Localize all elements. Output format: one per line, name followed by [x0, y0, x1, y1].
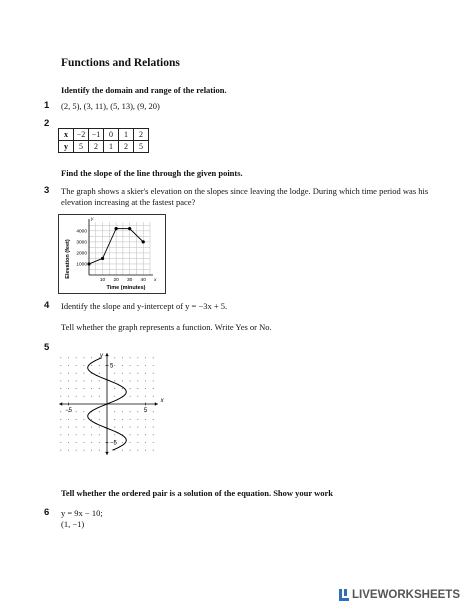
question-4-text: Identify the slope and y-intercept of y = −3x + 5. — [61, 301, 228, 311]
x-axis-arrow — [59, 402, 62, 406]
relation-table — [58, 128, 149, 153]
table-cell: −1 — [89, 129, 104, 141]
data-point — [87, 262, 90, 265]
grid-dot — [99, 411, 100, 412]
grid-dot — [145, 442, 146, 443]
grid-dot — [153, 442, 154, 443]
grid-dot — [68, 388, 69, 389]
grid-dot — [122, 365, 123, 366]
grid-dot — [91, 380, 92, 381]
grid-dot — [99, 427, 100, 428]
grid-dot — [130, 357, 131, 358]
grid-dot — [145, 373, 146, 374]
y-axis-letter: y — [100, 353, 103, 360]
grid-dot — [145, 388, 146, 389]
grid-dot — [153, 450, 154, 451]
grid-dot — [83, 419, 84, 420]
grid-dot — [114, 373, 115, 374]
grid-dot — [114, 419, 115, 420]
data-point — [115, 227, 118, 230]
y-tick-label: 1000 — [76, 262, 87, 268]
grid-dot — [122, 411, 123, 412]
grid-dot — [137, 380, 138, 381]
grid-dot — [130, 380, 131, 381]
y-tick-label: 2000 — [76, 251, 87, 257]
x-axis-arrow — [155, 402, 158, 406]
grid-dot — [122, 442, 123, 443]
grid-dot — [91, 427, 92, 428]
grid-dot — [153, 434, 154, 435]
brand-text: LIVEWORKSHEETS — [352, 589, 460, 601]
grid-dot — [83, 373, 84, 374]
graph-axes — [59, 353, 158, 455]
grid-dot — [83, 388, 84, 389]
grid-dot — [76, 419, 77, 420]
grid-dot — [76, 380, 77, 381]
grid-dot — [114, 396, 115, 397]
grid-dot — [91, 396, 92, 397]
question-number-3: 3 — [44, 185, 50, 196]
grid-dot — [60, 388, 61, 389]
grid-dot — [122, 357, 123, 358]
grid-dot — [60, 357, 61, 358]
grid-dot — [68, 450, 69, 451]
x-axis-letter: x — [160, 398, 164, 404]
table-cell: 2 — [134, 129, 149, 141]
grid-dot — [76, 365, 77, 366]
question-number-2: 2 — [44, 118, 50, 129]
grid-dot — [153, 357, 154, 358]
question-number-5: 5 — [44, 342, 50, 353]
question-number-1: 1 — [44, 100, 50, 111]
grid-dot — [99, 373, 100, 374]
grid-dot — [76, 450, 77, 451]
grid-dot — [99, 434, 100, 435]
grid-dot — [99, 388, 100, 389]
table-row-y — [59, 141, 149, 153]
grid-dot — [145, 396, 146, 397]
graph-tick-labels — [65, 353, 165, 446]
grid-dot — [91, 388, 92, 389]
grid-dot — [76, 427, 77, 428]
grid-dot — [114, 388, 115, 389]
table-cell: 5 — [74, 141, 89, 153]
grid-dot — [130, 419, 131, 420]
grid-dot — [130, 450, 131, 451]
grid-dot — [99, 442, 100, 443]
x-tick-label: 20 — [113, 278, 119, 283]
grid-dot — [83, 411, 84, 412]
grid-dot — [137, 396, 138, 397]
row-label-y: y — [59, 141, 74, 153]
grid-dot — [153, 411, 154, 412]
grid-dot — [137, 450, 138, 451]
question-1-text: (2, 5), (3, 11), (5, 13), (9, 20) — [61, 101, 160, 111]
grid-dot — [76, 357, 77, 358]
grid-dot — [76, 396, 77, 397]
grid-dot — [76, 373, 77, 374]
grid-dot — [114, 357, 115, 358]
grid-dot — [137, 427, 138, 428]
grid-dot — [137, 411, 138, 412]
grid-dot — [130, 396, 131, 397]
grid-dot — [130, 365, 131, 366]
grid-dot — [76, 388, 77, 389]
grid-dot — [137, 442, 138, 443]
grid-dot — [60, 442, 61, 443]
question-4-subtext: Tell whether the graph represents a function. Write Yes or No. — [61, 322, 272, 332]
table-cell: 2 — [119, 141, 134, 153]
x-tick-label: 5 — [143, 408, 148, 414]
grid-dot — [114, 380, 115, 381]
grid-dot — [153, 419, 154, 420]
grid-dot — [114, 434, 115, 435]
grid-dot — [122, 450, 123, 451]
grid-dot — [130, 411, 131, 412]
data-point — [101, 257, 104, 260]
grid-dot — [145, 419, 146, 420]
y-tick-label: 3000 — [76, 240, 87, 246]
grid-dot — [60, 373, 61, 374]
table-cell: 5 — [134, 141, 149, 153]
grid-dot — [114, 427, 115, 428]
grid-dot — [91, 450, 92, 451]
grid-dot — [122, 388, 123, 389]
grid-dot — [137, 365, 138, 366]
grid-dot — [137, 419, 138, 420]
grid-dot — [60, 419, 61, 420]
grid-dot — [60, 434, 61, 435]
grid-dot — [83, 357, 84, 358]
grid-dot — [83, 442, 84, 443]
instruction-domain-range: Identify the domain and range of the relation. — [61, 85, 227, 95]
grid-dot — [145, 427, 146, 428]
y-axis-letter: y — [91, 217, 94, 222]
grid-dot — [60, 365, 61, 366]
grid-dot — [114, 411, 115, 412]
table-cell: 2 — [89, 141, 104, 153]
data-point — [128, 227, 131, 230]
question-number-6: 6 — [44, 507, 50, 518]
question-3-text: The graph shows a skier's elevation on the slopes since leaving the lodge. During which time period was his elevation increasing at the fastest pace? — [61, 186, 429, 207]
grid-dot — [68, 442, 69, 443]
y-axis-arrow — [105, 353, 109, 356]
grid-dot — [153, 373, 154, 374]
grid-dot — [60, 450, 61, 451]
grid-dot — [91, 357, 92, 358]
footer-brand[interactable] — [339, 588, 460, 602]
grid-dot — [99, 365, 100, 366]
grid-dot — [68, 396, 69, 397]
chart-frame — [59, 215, 166, 294]
y-axis-label: Elevation (feet) — [65, 239, 71, 279]
data-point — [142, 240, 145, 243]
grid-dot — [60, 396, 61, 397]
grid-dot — [122, 380, 123, 381]
grid-dot — [68, 373, 69, 374]
grid-dot — [83, 450, 84, 451]
x-tick-label: 30 — [126, 278, 133, 283]
grid-dot — [83, 434, 84, 435]
grid-dot — [99, 419, 100, 420]
grid-dot — [83, 380, 84, 381]
grid-dot — [114, 365, 115, 366]
table-cell: −2 — [74, 129, 89, 141]
x-axis-letter: x — [154, 278, 157, 283]
liveworksheets-logo-icon — [339, 589, 349, 601]
grid-dot — [145, 434, 146, 435]
grid-dot — [137, 357, 138, 358]
y-tick-label: 5 — [110, 363, 114, 370]
grid-dot — [130, 373, 131, 374]
table-cell: 1 — [104, 141, 119, 153]
grid-dot — [153, 365, 154, 366]
x-tick-label: −5 — [65, 408, 72, 414]
y-tick-label: 4000 — [76, 229, 87, 235]
grid-dot — [91, 434, 92, 435]
x-tick-label: 40 — [140, 278, 146, 283]
grid-dot — [137, 373, 138, 374]
grid-dot — [60, 380, 61, 381]
grid-dot — [68, 434, 69, 435]
grid-dot — [153, 380, 154, 381]
grid-dot — [83, 427, 84, 428]
x-tick-label: 10 — [99, 278, 106, 283]
page-title: Functions and Relations — [61, 57, 180, 69]
elevation-chart — [58, 214, 166, 294]
grid-dot — [68, 380, 69, 381]
grid-dot — [68, 357, 69, 358]
grid-dot — [153, 427, 154, 428]
grid-dot — [68, 427, 69, 428]
grid-dot — [130, 388, 131, 389]
grid-dot — [99, 396, 100, 397]
grid-dot — [68, 419, 69, 420]
grid-dot — [145, 450, 146, 451]
grid-dot — [76, 442, 77, 443]
grid-dot — [60, 411, 61, 412]
grid-dot — [137, 388, 138, 389]
grid-dot — [145, 380, 146, 381]
grid-dot — [83, 365, 84, 366]
grid-dot — [130, 434, 131, 435]
instruction-ordered-pair: Tell whether the ordered pair is a solution of the equation. Show your work — [61, 488, 334, 498]
table-row-x — [59, 129, 149, 141]
grid-dot — [130, 442, 131, 443]
grid-dot — [68, 365, 69, 366]
grid-dot — [76, 411, 77, 412]
question-number-4: 4 — [44, 300, 50, 311]
grid-dot — [153, 388, 154, 389]
grid-dot — [137, 434, 138, 435]
grid-dot — [99, 450, 100, 451]
question-6-equation: y = 9x − 10; — [61, 508, 103, 518]
grid-dot — [122, 419, 123, 420]
grid-dot — [99, 380, 100, 381]
x-axis-label: Time (minutes) — [106, 285, 146, 291]
grid-dot — [145, 365, 146, 366]
grid-dot — [122, 427, 123, 428]
grid-dot — [122, 373, 123, 374]
grid-dot — [91, 365, 92, 366]
relation-graph — [56, 348, 174, 460]
table-cell: 1 — [119, 129, 134, 141]
grid-dot — [60, 427, 61, 428]
grid-dot — [83, 396, 84, 397]
row-label-x: x — [59, 129, 74, 141]
grid-dot — [91, 442, 92, 443]
grid-dot — [130, 427, 131, 428]
y-axis-arrow — [105, 452, 109, 455]
grid-dot — [91, 419, 92, 420]
instruction-slope: Find the slope of the line through the given points. — [61, 168, 243, 178]
grid-dot — [153, 396, 154, 397]
y-tick-label: −5 — [110, 440, 117, 447]
table-cell: 0 — [104, 129, 119, 141]
question-6-pair: (1, −1) — [61, 519, 85, 529]
grid-dot — [76, 434, 77, 435]
grid-dot — [145, 357, 146, 358]
